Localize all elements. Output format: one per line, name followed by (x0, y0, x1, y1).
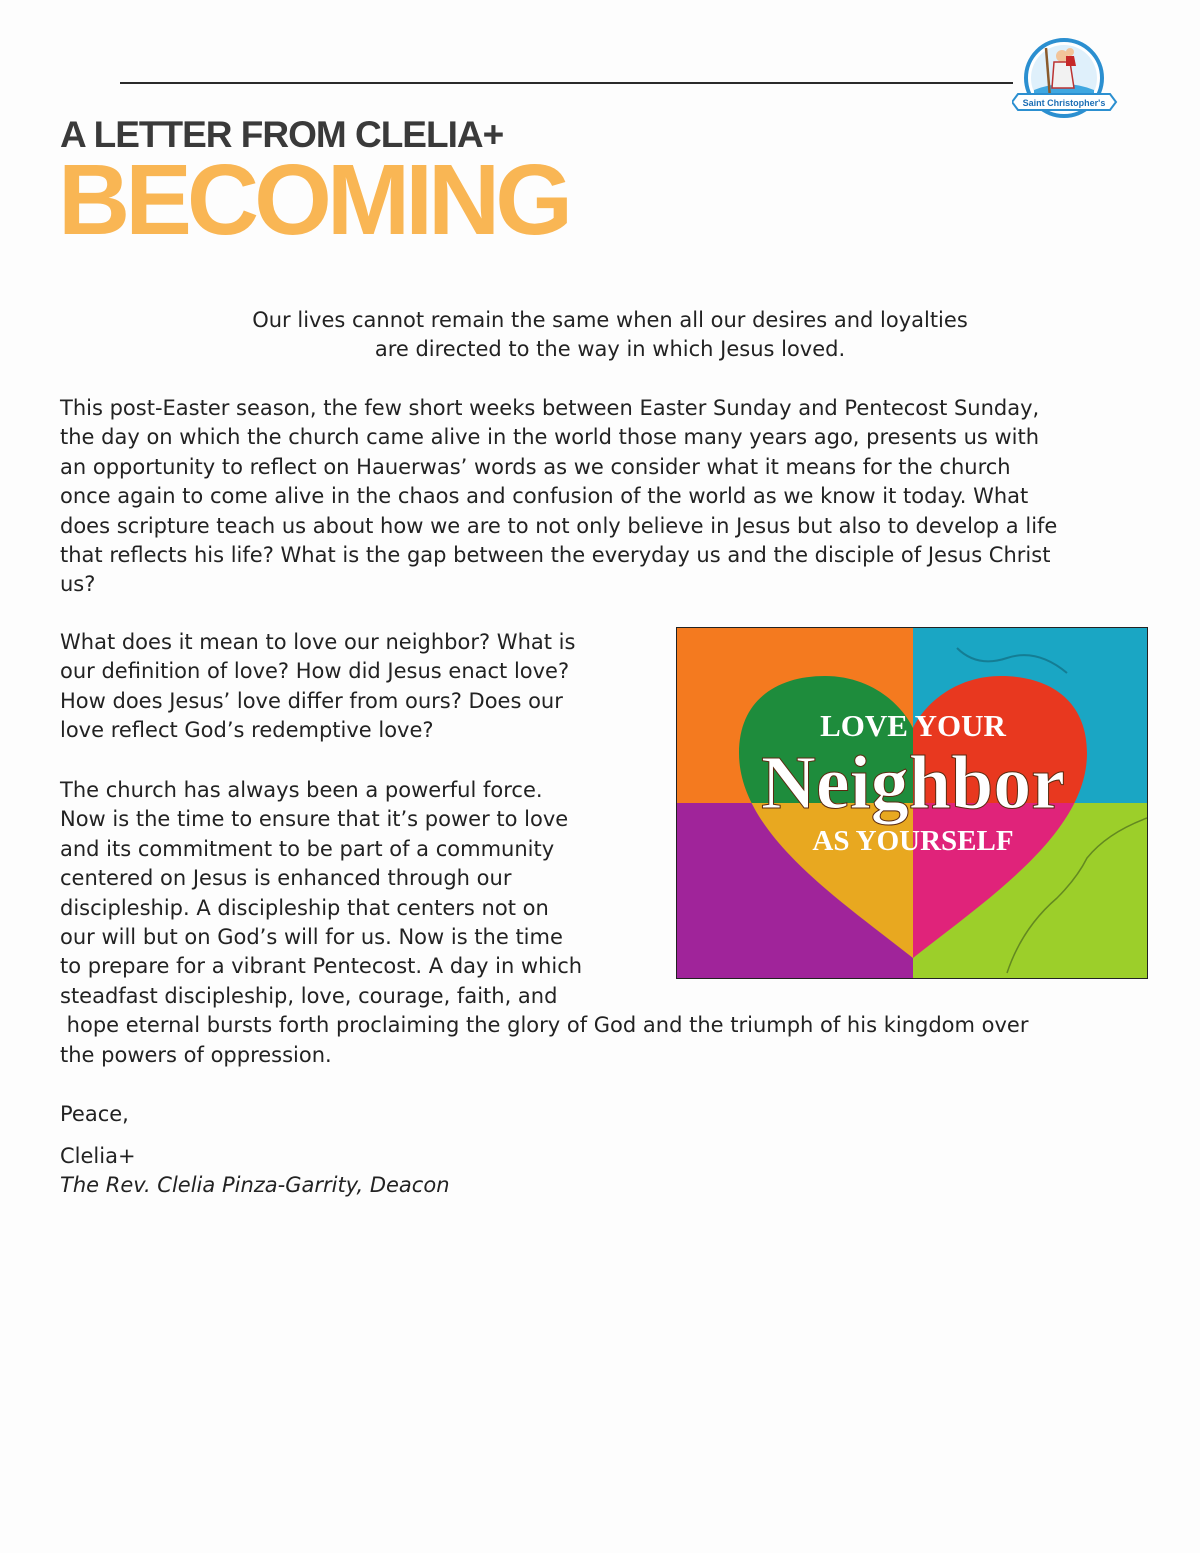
church-logo (1012, 38, 1122, 128)
text-line: How does Jesus’ love differ from ours? Does our (60, 688, 563, 713)
logo-text: Saint Christopher's (1022, 98, 1106, 108)
text-line: our definition of love? How did Jesus enact love? (60, 659, 570, 684)
text-line: hope eternal bursts forth proclaiming the glory of God and the triumph of his kingdom over (60, 1013, 1029, 1038)
body-paragraph-2 (60, 628, 575, 746)
opening-quote (120, 306, 1100, 364)
love-your-neighbor-graphic (676, 627, 1148, 979)
signature-title: The Rev. Clelia Pinza-Garrity, Deacon (60, 1173, 450, 1198)
text-line: does scripture teach us about how we are to not only believe in Jesus but also to develop a life (60, 513, 1058, 538)
text-line: This post-Easter season, the few short weeks between Easter Sunday and Pentecost Sunday, (60, 396, 1040, 420)
text-line: steadfast discipleship, love, courage, faith, and (60, 983, 558, 1008)
body-paragraph-1 (60, 394, 1057, 600)
text-line: once again to come alive in the chaos and confusion of the world as we know it today. What (60, 484, 1029, 509)
text-line: What does it mean to love our neighbor? What is (60, 630, 576, 654)
text-line: to prepare for a vibrant Pentecost. A day in which (60, 954, 583, 979)
signature-name: Clelia+ (60, 1144, 136, 1168)
closing-text: Peace, (60, 1102, 129, 1126)
text-line: centered on Jesus is enhanced through our (60, 866, 512, 891)
text-line: The church has always been a powerful force. (60, 778, 543, 802)
text-line: discipleship. A discipleship that centers not on (60, 895, 549, 920)
graphic-line-1: LOVE YOUR (820, 708, 1006, 743)
quote-line: Our lives cannot remain the same when all our desires and loyalties (252, 308, 968, 332)
header-divider (120, 82, 1013, 84)
saint-christopher-icon (1012, 38, 1122, 128)
text-line: love reflect God’s redemptive love? (60, 718, 434, 743)
signature (60, 1142, 450, 1201)
text-line: and its commitment to be part of a community (60, 836, 555, 861)
quote-line: are directed to the way in which Jesus loved. (374, 337, 846, 361)
page-title: BECOMING (58, 144, 568, 256)
text-line: us? (60, 572, 96, 597)
heart-icon (677, 628, 1147, 978)
text-line: that reflects his life? What is the gap between the everyday us and the disciple of Jesus Christ (60, 543, 1051, 568)
graphic-line-2: Neighbor (761, 741, 1065, 825)
text-line: an opportunity to reflect on Hauerwas’ words as we consider what it means for the church (60, 454, 1011, 479)
text-line: the day on which the church came alive in the world those many years ago, presents us with (60, 425, 1040, 450)
closing (60, 1100, 129, 1129)
letter-kicker: A LETTER FROM CLELIA+ (60, 114, 504, 155)
text-line: the powers of oppression. (60, 1042, 332, 1067)
text-line: Now is the time to ensure that it’s power to love (60, 807, 569, 832)
graphic-line-3: AS YOURSELF (812, 825, 1014, 857)
text-line: our will but on God’s will for us. Now is the time (60, 925, 563, 950)
